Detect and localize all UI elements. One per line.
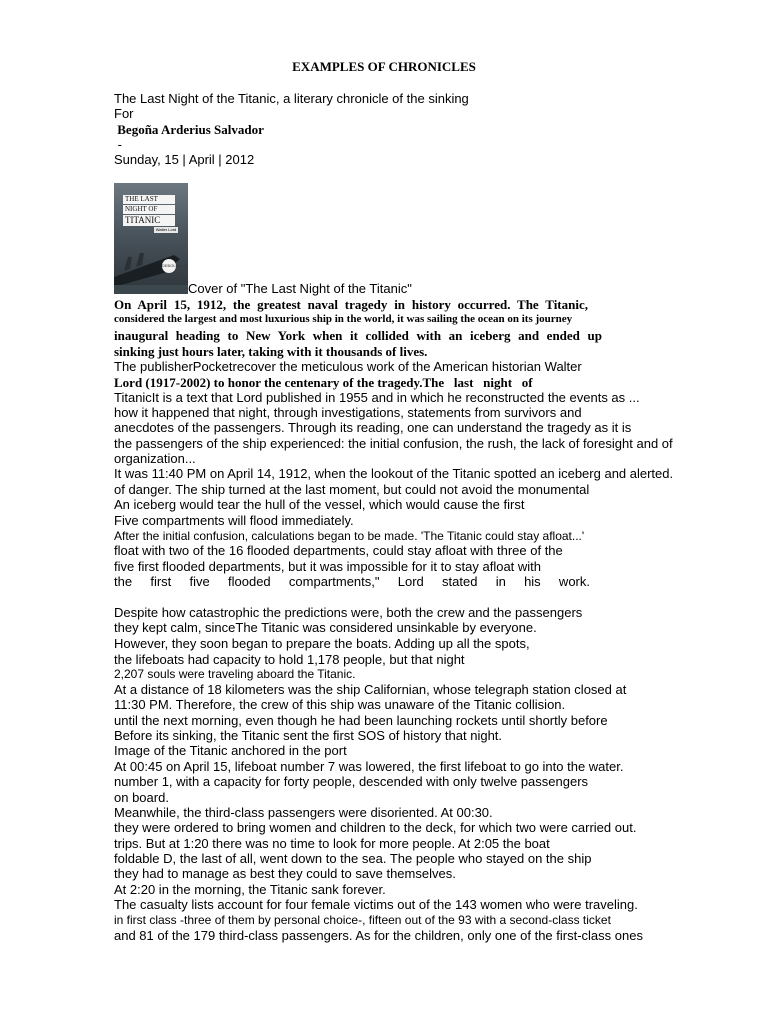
body-line: On April 15, 1912, the greatest naval tragedy in history occurred. The Titanic, <box>114 297 588 312</box>
cover-caption: Cover of "The Last Night of the Titanic" <box>188 281 412 296</box>
body-line: However, they soon began to prepare the boats. Adding up all the spots, <box>114 636 530 651</box>
body-line: in first class -three of them by personal choice-, fifteen out of the 93 with a second-class ticket <box>114 913 611 927</box>
body-line: The casualty lists account for four female victims out of the 143 women who were traveling. <box>114 897 638 912</box>
publisher-badge: DEBOLS!LLO <box>162 259 176 273</box>
body-line: they were ordered to bring women and children to the deck, for which two were carried out. <box>114 820 637 835</box>
body-line: 11:30 PM. Therefore, the crew of this ship was unaware of the Titanic collision. <box>114 697 566 712</box>
body-line: they kept calm, sinceThe Titanic was considered unsinkable by everyone. <box>114 620 537 635</box>
body-line: considered the largest and most luxurious ship in the world, it was sailing the ocean on its journey <box>114 313 573 325</box>
body-line: of danger. The ship turned at the last moment, but could not avoid the monumental <box>114 482 590 497</box>
cover-author-label: Walter Lord <box>155 227 177 232</box>
body-line: the lifeboats had capacity to hold 1,178 people, but that night <box>114 652 465 667</box>
body-line: An iceberg would tear the hull of the vessel, which would cause the first <box>114 497 525 512</box>
body-line: the first five flooded compartments," Lord stated in his work. <box>114 574 590 589</box>
body-line: how it happened that night, through investigations, statements from survivors and <box>114 405 582 420</box>
body-line: anecdotes of the passengers. Through its reading, one can understand the tragedy as it is <box>114 420 632 435</box>
body-line: At a distance of 18 kilometers was the ship Californian, whose telegraph station closed at <box>114 682 627 697</box>
image-caption: Image of the Titanic anchored in the port <box>114 743 347 758</box>
body-line: on board. <box>114 790 169 805</box>
cover-title-line: THE LAST <box>123 195 175 204</box>
cover-title-line: TITANIC <box>123 215 175 226</box>
publish-date: Sunday, 15 | April | 2012 <box>114 152 255 167</box>
body-line: At 00:45 on April 15, lifeboat number 7 was lowered, the first lifeboat to go into the water. <box>114 759 624 774</box>
byline-for: For <box>114 106 134 121</box>
body-line: the passengers of the ship experienced: the initial confusion, the rush, the lack of foresight and of <box>114 436 673 451</box>
cover-title-line: NIGHT OF <box>123 205 175 214</box>
body-line: inaugural heading to New York when it collided with an iceberg and ended up <box>114 328 602 343</box>
body-line: until the next morning, even though he had been launching rockets until shortly before <box>114 713 608 728</box>
document-title: EXAMPLES OF CHRONICLES <box>292 59 476 74</box>
body-line: Before its sinking, the Titanic sent the first SOS of history that night. <box>114 728 503 743</box>
body-line: 2,207 souls were traveling aboard the Titanic. <box>114 667 356 681</box>
body-line: foldable D, the last of all, went down to the sea. The people who stayed on the ship <box>114 851 592 866</box>
body-line: five first flooded departments, but it was impossible for it to stay afloat with <box>114 559 542 574</box>
book-cover-image <box>114 183 188 294</box>
body-line: float with two of the 16 flooded departments, could stay afloat with three of the <box>114 543 563 558</box>
body-line: sinking just hours later, taking with it thousands of lives. <box>114 344 428 359</box>
body-line: At 2:20 in the morning, the Titanic sank forever. <box>114 882 386 897</box>
body-line: trips. But at 1:20 there was no time to look for more people. At 2:05 the boat <box>114 836 550 851</box>
author-name: Begoña Arderius Salvador <box>114 122 264 137</box>
body-line: Five compartments will flood immediately. <box>114 513 354 528</box>
body-line: organization... <box>114 451 196 466</box>
byline-separator: - <box>114 137 122 152</box>
body-line: TitanicIt is a text that Lord published in 1955 and in which he reconstructed the events as ... <box>114 390 640 405</box>
body-line: they had to manage as best they could to save themselves. <box>114 866 456 881</box>
article-headline: The Last Night of the Titanic, a literary chronicle of the sinking <box>114 91 469 106</box>
body-line: Despite how catastrophic the predictions were, both the crew and the passengers <box>114 605 583 620</box>
body-line: After the initial confusion, calculations began to be made. 'The Titanic could stay afloat...' <box>114 529 585 543</box>
body-line: It was 11:40 PM on April 14, 1912, when the lookout of the Titanic spotted an iceberg and alerted. <box>114 466 674 481</box>
body-line: Lord (1917-2002) to honor the centenary of the tragedy.The last night of <box>114 375 533 390</box>
body-line: number 1, with a capacity for forty people, descended with only twelve passengers <box>114 774 589 789</box>
body-line: and 81 of the 179 third-class passengers. As for the children, only one of the first-class ones <box>114 928 643 943</box>
ship-illustration <box>114 247 188 294</box>
body-line: Meanwhile, the third-class passengers were disoriented. At 00:30. <box>114 805 493 820</box>
body-line: The publisherPocketrecover the meticulous work of the American historian Walter <box>114 359 582 374</box>
